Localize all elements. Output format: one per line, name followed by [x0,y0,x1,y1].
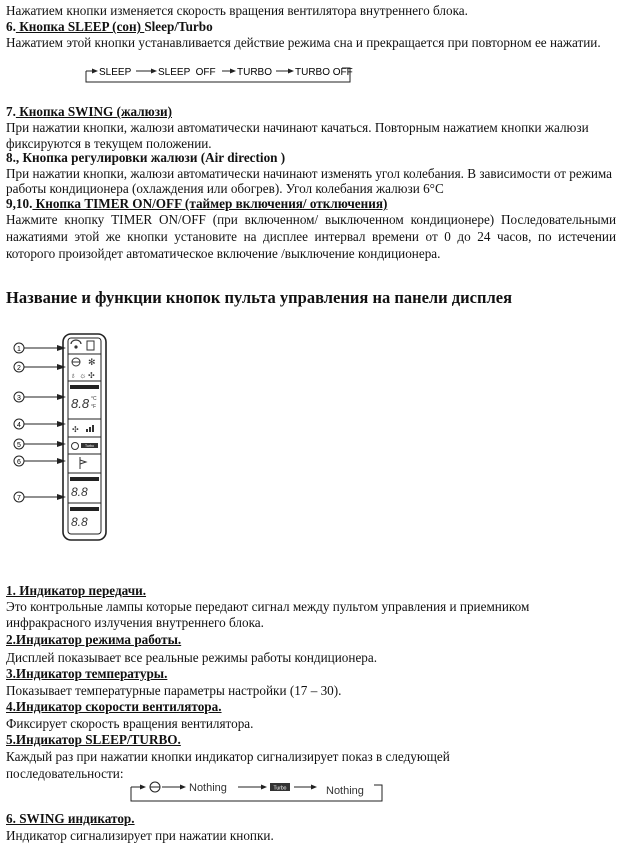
indicator-3-text: Показывает температурные параметры настройки (17 – 30). [6,683,342,698]
cycle-step: Nothing [326,785,364,797]
timer-on-digits: 8.8 [71,485,88,499]
cycle-step: SLEEP OFF [158,67,216,78]
item6-number: 6. [6,19,16,34]
indicator-6-text: Индикатор сигнализирует при нажатии кнопки. [6,828,274,843]
arrow-icon [57,421,66,427]
temp-bar [70,385,99,389]
item910-text: Нажмите кнопку TIMER ON/OFF (при включенном/ выключенном кондиционере) Последовательными нажатиями этой же кнопки установите на дисплее интервал времени от 0 до 24 часов, по истечении которого произойдет автоматическое включение /выключение кондиционера. [6,212,616,261]
cycle-step: TURBO OFF [295,67,353,78]
item7-heading [6,104,172,120]
arrow-icon [57,458,66,464]
item7-title: Кнопка SWING (жалюзи) [15,104,172,119]
arrow-icon [57,345,66,351]
item6-title: Кнопка SLEEP (сон) [15,19,145,34]
svg-text:5: 5 [17,442,21,449]
indicator-4-title: 4.Индикатор скорости вентилятора. [6,699,222,714]
item6-text: Нажатием этой кнопки устанавливается действие режима сна и прекращается при повторном ее нажатии. [6,35,601,50]
arrow-icon [288,69,294,74]
item8-text-2: работы кондиционера (охлаждения или обогрев). Угол колебания жалюзи 6°C [6,181,444,196]
indicator-2-title: 2.Индикатор режима работы. [6,632,182,647]
turbo-cycle-diagram [128,780,390,804]
item6-heading [6,19,213,35]
arrow-icon [57,494,66,500]
intro-line: Нажатием кнопки изменяется скорость вращения вентилятора внутреннего блока. [6,3,468,18]
item8-heading: 8., Кнопка регулировки жалюзи (Air direction ) [6,150,286,165]
svg-text:✣: ✣ [88,371,95,380]
arrow-icon [57,364,66,370]
indicator-2-text: Дисплей показывает все реальные режимы работы кондиционера. [6,650,378,665]
indicator-5-text: Каждый раз при нажатии кнопки индикатор сигнализирует показ в следующей [6,749,450,764]
display-panel-diagram [8,333,108,543]
svg-text:6: 6 [17,459,21,466]
svg-text:1: 1 [17,346,21,353]
indicator-6-title: 6. SWING индикатор. [6,811,135,826]
svg-text:3: 3 [17,395,21,402]
item7-number: 7. [6,104,16,119]
item7-text-1: При нажатии кнопки, жалюзи автоматически начинают качаться. Повторным нажатием кнопки жалюзи [6,120,589,135]
arrow-icon [57,441,66,447]
indicator-1-text: инфракрасного излучения внутреннего блока. [6,615,264,630]
unit-c: °C [91,396,97,402]
item910-heading [6,196,387,212]
receiver-icon [87,341,94,350]
item8-text-1: При нажатии кнопки, жалюзи автоматически начинают изменять угол колебания. В зависимости от режима [6,166,613,181]
indicator-4-text: Фиксирует скорость вращения вентилятора. [6,716,254,731]
turbo-label: Turbo [273,785,287,792]
svg-text:✣: ✣ [72,425,79,434]
svg-text:✻: ✻ [88,357,96,367]
svg-text:7: 7 [17,495,21,502]
arrow-icon [57,394,66,400]
indicator-5-title: 5.Индикатор SLEEP/TURBO. [6,732,181,747]
cycle-step: Nothing [189,782,227,794]
callout-2 [14,362,66,372]
unit-f: °F [91,404,97,410]
arrow-icon [230,69,236,74]
temp-digits: 8.8 [71,396,90,411]
sleep-icon [72,443,79,450]
timer-on-bar [70,477,99,481]
timer-off-bar [70,507,99,511]
callout-1 [14,343,66,353]
svg-text:4: 4 [17,422,21,429]
arrow-icon [92,69,98,74]
indicator-1-text: Это контрольные лампы которые передают сигнал между пультом управления и приемником [6,599,530,614]
callouts [14,343,66,502]
arrow-icon [140,785,146,790]
swing-icon [80,457,86,469]
turbo-label: Turbo [84,444,95,448]
item6-suffix: Sleep/Turbo [144,19,213,34]
indicator-5-text: последовательности: [6,766,124,781]
callout-4 [14,419,66,429]
svg-text:♁: ♁ [70,371,76,380]
arrow-icon [261,785,267,790]
sleep-cycle-diagram [80,60,360,86]
cycle-step: SLEEP [99,67,132,78]
item910-title: Кнопка TIMER ON/OFF (таймер включения/ отключения) [32,196,388,211]
section-heading: Название и функции кнопок пульта управления на панели дисплея [6,288,512,307]
callout-7 [14,492,66,502]
callout-5 [14,439,66,449]
indicator-1-title: 1. Индикатор передачи. [6,583,147,598]
mode-icons [70,357,96,380]
timer-off-digits: 8.8 [71,515,88,529]
svg-text:☼: ☼ [79,371,87,380]
arrow-icon [180,785,186,790]
callout-3 [14,392,66,402]
indicator-3-title: 3.Индикатор температуры. [6,666,168,681]
fan-speed-icon [72,425,94,434]
svg-text:2: 2 [17,365,21,372]
item910-number: 9,10. [6,196,33,211]
cycle-step: TURBO [237,67,272,78]
transmit-icon [71,340,81,349]
callout-6 [14,456,66,466]
item7-text-2: фиксируются в текущем положении. [6,136,212,151]
arrow-icon [311,785,317,790]
arrow-icon [151,69,157,74]
